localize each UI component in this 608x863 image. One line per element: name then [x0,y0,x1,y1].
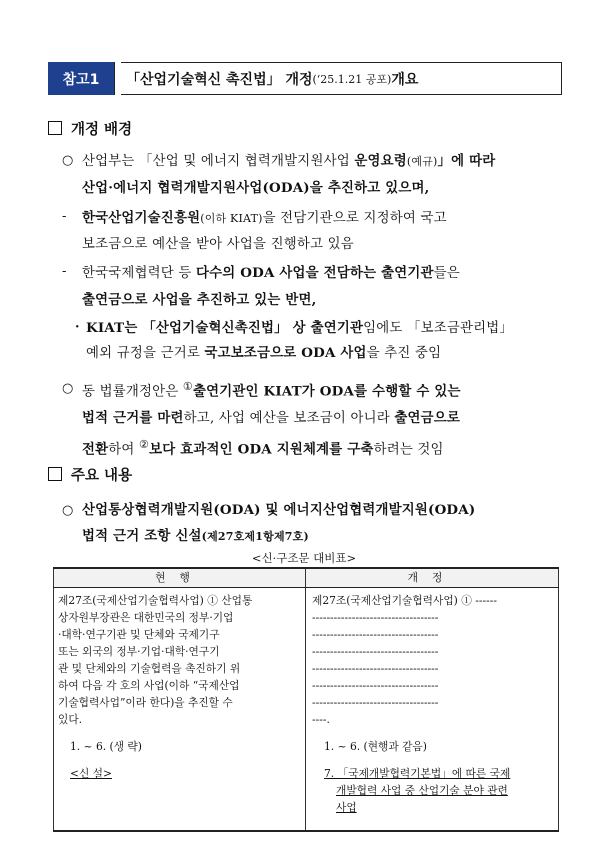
text-bold: 법적 근거를 마련 [82,410,184,427]
table-line: 기술협력사업”이라 한다)을 추진할 수 [58,696,233,709]
text-bold: 보다 효과적인 ODA 지원체계를 구축 [149,441,374,458]
text: 보조금으로 예산을 받아 사업을 진행하고 있음 [82,237,354,252]
text-bold: 출연기관인 KIAT가 ODA를 수행할 수 있는 [192,383,461,400]
text-bold: 법적 근거 조항 신설 [82,528,202,544]
text: 하려는 것임 [373,442,444,458]
text-bold: 산업통상협력개발지원(ODA) 및 에너지산업협력개발지원(ODA) [82,502,476,518]
table-line: 있다. [58,713,83,726]
header-divider [114,62,121,95]
text: 임에도 「보조금관리법」 [363,321,513,336]
text-bold: 운영요령 [354,153,407,169]
circle-bullet: ○ [62,381,74,396]
title-date: (‘25.1.21 공포) [312,72,392,86]
paragraph-subsidy [86,316,513,366]
text-bold: 산업·에너지 협력개발지원사업(ODA)을 추진하고 있으며, [82,180,430,196]
table-line: 관 및 단체와의 기술협력을 촉진하기 위 [58,662,241,675]
circle-bullet: ○ [62,503,74,518]
dash-bullet: - [62,209,67,224]
section-title: 개정 배경 [71,122,133,138]
current-text-cell [54,588,306,832]
table-items-line: 1. ~ 6. (현행과 같음) [324,740,427,753]
table-caption: <신·구조문 대비표> [251,551,357,565]
table-dash-line: ----------------------------------- [312,611,439,624]
table-dash-line: ----. [312,713,330,726]
table-line: 하여 다음 각 호의 사업(이하 “국제산업 [58,679,240,692]
table-line: 제27조(국제산업기술협력사업) ① ------ [312,594,497,607]
table-line: 상자원부장관은 대한민국의 정부·기업 [58,611,234,624]
section-heading-content [48,464,132,485]
circle-bullet: ○ [62,153,74,168]
text-bold: 출연금으로 [394,410,460,427]
text-small: (제27호제1항제7호) [201,530,309,543]
new-clause-line: 개발협력 사업 중 산업기술 분야 관련 [336,784,508,797]
dot-bullet: · [75,320,80,335]
document-title [126,62,418,95]
checkbox-square-icon [48,121,62,135]
text-bold: 」에 따라 [437,153,496,169]
table-line: 또는 외국의 정부·기업·대학·연구기 [58,645,220,658]
section-heading-background [48,118,132,139]
text: 예외 규정을 근거로 [86,346,205,361]
paragraph-legal-basis [82,497,475,550]
text-bold: 출연금으로 사업을 추진하고 있는 반면, [82,292,317,308]
text: 한국국제협력단 등 [82,266,196,281]
reference-label: 참고1 [48,62,114,95]
superscript-two: ② [139,438,150,452]
column-header-revised: 개정 [306,568,559,588]
new-clause-line: 사업 [336,801,357,814]
new-clause-line: 7. 「국제개발협력기본법」에 따른 국제 [324,767,511,780]
text-bold: 국고보조금으로 ODA 사업 [204,345,367,361]
checkbox-square-icon [48,467,62,481]
text: 을 추진 중임 [366,346,442,361]
paragraph-koica [82,260,460,313]
table-line: ·대학·연구기관 및 단체와 국제기구 [58,628,220,641]
table-items-line: 1. ~ 6. (생 략) [70,740,142,753]
table-dash-line: ----------------------------------- [312,679,439,692]
text-bold: 한국산업기술진흥원 [82,210,201,226]
text: 산업부는 「산업 및 에너지 협력개발지원사업 [82,154,355,169]
superscript-one: ① [182,380,193,393]
text-bold: KIAT는 「산업기술혁신촉진법」 상 출연기관 [86,320,364,336]
text: 들은 [433,266,460,281]
dash-bullet: - [62,264,67,279]
paragraph-ministry [82,148,495,201]
text: 동 법률개정안은 [82,384,183,400]
paragraph-amendment [82,374,461,464]
table-dash-line: ----------------------------------- [312,645,439,658]
table-dash-line: ----------------------------------- [312,696,439,709]
table-dash-line: ----------------------------------- [312,662,439,675]
comparison-table [53,567,559,832]
text: 을 전담기관으로 지정하여 국고 [262,211,447,226]
text: 하여 [108,442,140,458]
text-small: (이하 KIAT) [200,212,263,225]
table-dash-line: ----------------------------------- [312,628,439,641]
revised-text-cell [306,588,559,832]
title-main: 「산업기술혁신 촉진법」 개정 [126,71,313,88]
column-header-current: 현행 [54,568,306,588]
paragraph-kiat [82,205,447,258]
text: 하고, 사업 예산을 보조금이 아니라 [183,411,395,427]
section-title: 주요 내용 [71,468,133,484]
title-suffix: 개요 [391,71,419,88]
new-clause-placeholder: <신 설> [70,767,112,780]
text-small: (예규) [406,155,438,168]
text-bold: 다수의 ODA 사업을 전담하는 출연기관 [196,265,434,281]
table-line: 제27조(국제산업기술협력사업) ① 산업통 [58,594,253,607]
text-bold: 전환 [82,441,109,458]
